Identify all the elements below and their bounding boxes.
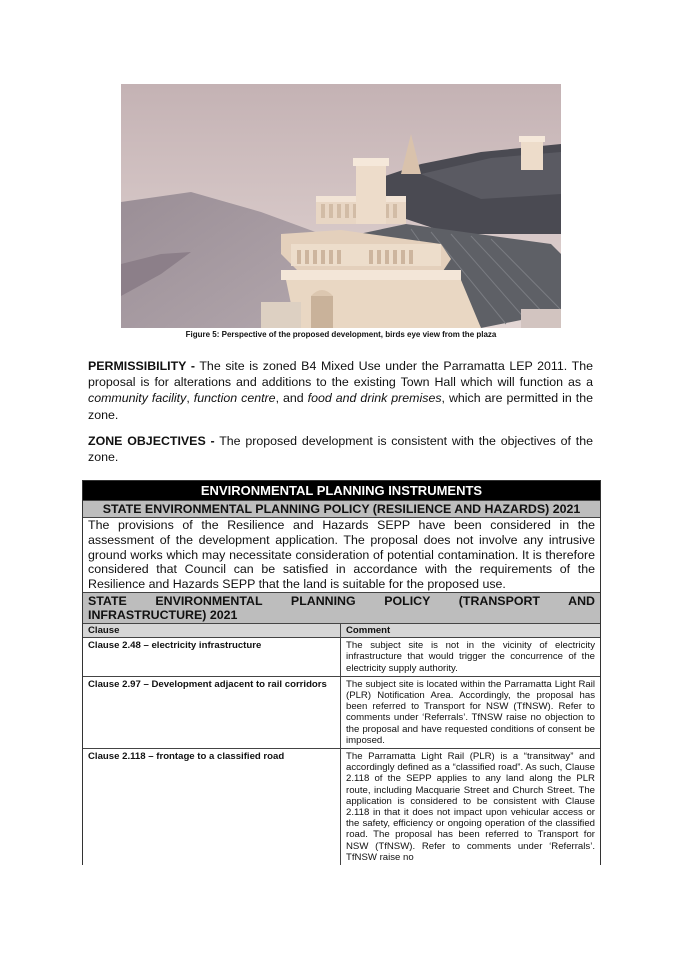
section-transport-title [83, 592, 600, 623]
column-clause: Clause [83, 624, 341, 637]
use-function-centre: function centre [193, 391, 276, 406]
permissibility-paragraph [88, 358, 593, 423]
comment-cell: The Parramatta Light Rail (PLR) is a “transitway” and accordingly defined as a “classified road”. As such, Clause 2.118 of the SEPP applies to any land along the PLR route, including Macquarie Street and Church Street. The application is considered to be consistent with Clause 2.118 in that it does not impact upon vehicular access or the safety, efficiency or ongoing operation of the classified road. The proposal has been referred to Transport for NSW (TfNSW). Refer to comments under ‘Referrals’. TfNSW raise no [346, 751, 595, 863]
table-column-header [83, 623, 600, 637]
environmental-planning-table [82, 480, 601, 865]
comment-cell: The subject site is not in the vicinity of electricity infrastructure that would trigger the concurrence of the electricity supply authority. [346, 640, 595, 674]
section-transport-title-line2: INFRASTRUCTURE) 2021 [88, 607, 238, 622]
zone-objectives-text: The proposed development is consistent with the objectives of the zone. [88, 434, 593, 465]
separator: , and [275, 391, 308, 406]
clause-cell: Clause 2.48 – electricity infrastructure [83, 638, 341, 676]
column-comment: Comment [346, 624, 391, 636]
zone-objectives-paragraph [88, 433, 593, 465]
development-perspective-image [121, 84, 561, 328]
permissibility-heading: PERMISSIBILITY - [88, 359, 195, 373]
section-transport-title-line1: STATE ENVIRONMENTAL PLANNING POLICY (TRANSPORT AND [88, 593, 595, 608]
table-title: ENVIRONMENTAL PLANNING INSTRUMENTS [83, 481, 600, 500]
table-row [83, 637, 600, 676]
birds-eye-render [121, 84, 561, 328]
section-resilience-text: The provisions of the Resilience and Hazards SEPP have been considered in the assessment of the development application. The proposal does not involve any intrusive ground works which may necessitate consideration of potential contamination. It is therefore considered that Council can be satisfied in accordance with the requirements of the Resilience and Hazards SEPP that the land is suitable for the proposed use. [83, 517, 600, 592]
permissibility-text: The site is zoned B4 Mixed Use under the Parramatta LEP 2011. The proposal is for alterations and additions to the existing Town Hall which will function as a [88, 359, 593, 390]
zone-objectives-heading: ZONE OBJECTIVES - [88, 434, 215, 448]
figure-caption: Figure 5: Perspective of the proposed development, birds eye view from the plaza [185, 330, 497, 339]
table-row [83, 676, 600, 748]
table-row [83, 748, 600, 865]
clause-cell: Clause 2.97 – Development adjacent to rail corridors [83, 677, 341, 748]
clause-cell: Clause 2.118 – frontage to a classified road [83, 749, 341, 865]
section-resilience-title: STATE ENVIRONMENTAL PLANNING POLICY (RESILIENCE AND HAZARDS) 2021 [83, 500, 600, 517]
use-food-drink: food and drink premises [307, 391, 442, 406]
separator: , [186, 391, 194, 406]
comment-cell: The subject site is located within the Parramatta Light Rail (PLR) Notification Area. Accordingly, the proposal has been referred to Transport for NSW (TfNSW). Refer to comments under ‘Referrals’. TfNSW raise no objection to the proposal and have requested conditions of consent be imposed. [346, 678, 595, 746]
use-community-facility: community facility [88, 391, 187, 406]
permissibility-text-end: , which are permitted in the zone. [88, 391, 593, 422]
